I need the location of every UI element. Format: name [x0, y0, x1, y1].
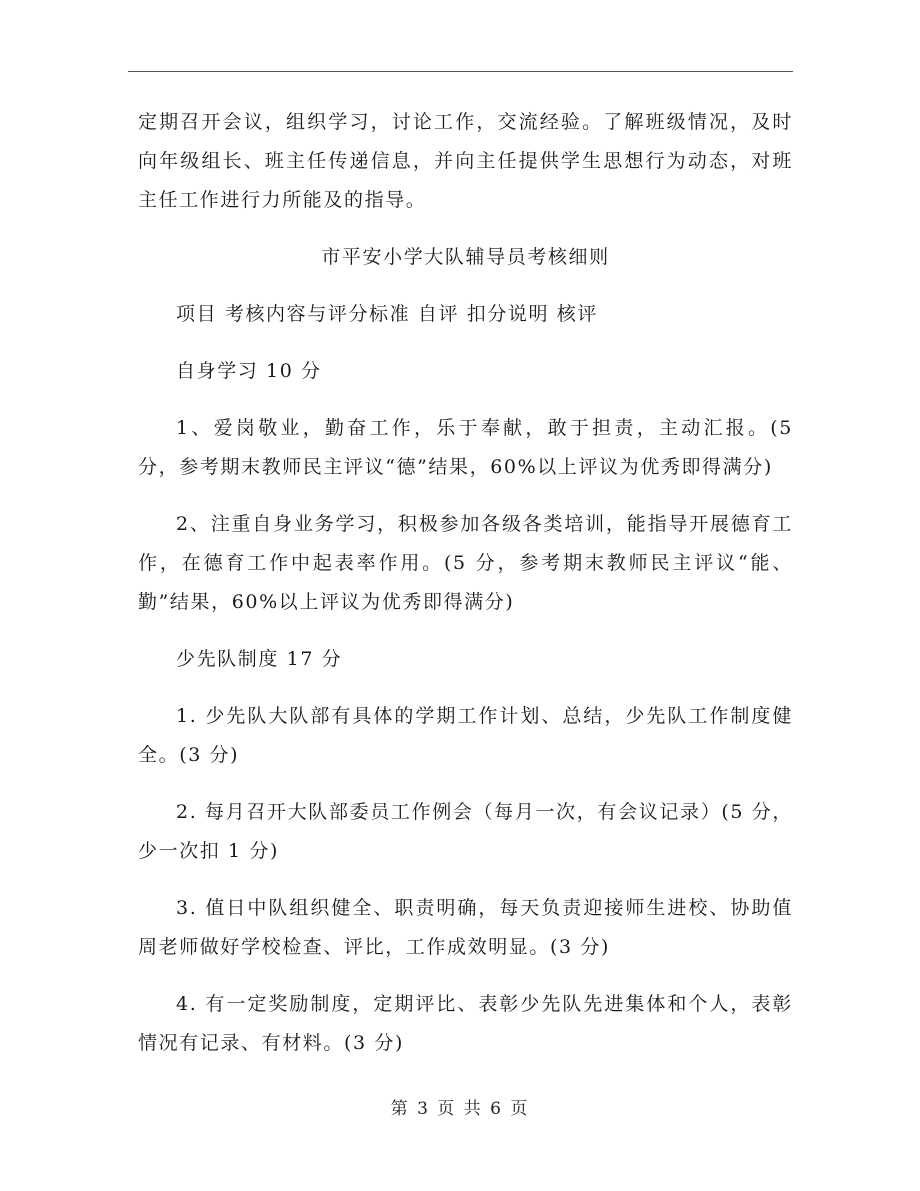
document-body [138, 103, 793, 1063]
list-item: 1. 少先队大队部有具体的学期工作计划、总结，少先队工作制度健全。(3 分) [138, 705, 793, 766]
list-item: 2、注重自身业务学习，积极参加各级各类培训，能指导开展德育工作，在德育工作中起表率作用。(5 分，参考期末教师民主评议“能、勤”结果，60%以上评议为优秀即得满分) [138, 513, 793, 613]
section-title: 市平安小学大队辅导员考核细则 [321, 246, 610, 268]
list-item: 4. 有一定奖励制度，定期评比、表彰少先队先进集体和个人，表彰情况有记录、有材料。(3 分) [138, 993, 793, 1054]
page-indicator: 第 3 页 共 6 页 [390, 1099, 530, 1119]
table-header-line: 项目 考核内容与评分标准 自评 扣分说明 核评 [176, 303, 598, 325]
category-pioneer-system: 少先队制度 17 分 [176, 648, 343, 670]
list-item: 2. 每月召开大队部委员工作例会（每月一次，有会议记录）(5 分，少一次扣 1 分) [138, 801, 793, 862]
intro-paragraph: 定期召开会议，组织学习，讨论工作，交流经验。了解班级情况，及时向年级组长、班主任传递信息，并向主任提供学生思想行为动态，对班主任工作进行力所能及的指导。 [138, 111, 793, 211]
category-self-study: 自身学习 10 分 [176, 360, 322, 382]
list-item: 3. 值日中队组织健全、职责明确，每天负责迎接师生进校、协助值周老师做好学校检查、评比，工作成效明显。(3 分) [138, 897, 793, 958]
header-rule [128, 71, 793, 72]
list-item: 1、爱岗敬业，勤奋工作，乐于奉献，敢于担责，主动汇报。(5 分，参考期末教师民主评议“德”结果，60%以上评议为优秀即得满分) [138, 417, 793, 478]
